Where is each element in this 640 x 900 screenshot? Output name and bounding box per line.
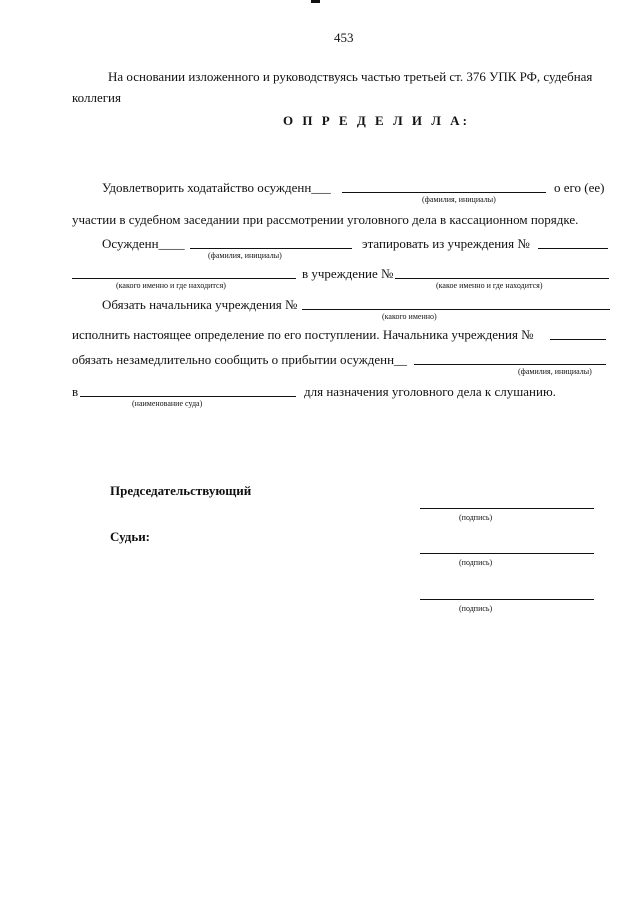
p3-text-b: исполнить настоящее определение по его поступлении. Начальника учреждения №: [72, 327, 534, 342]
p2-caption-3: (какое именно и где находится): [436, 281, 543, 290]
judge1-signature-line: [420, 553, 594, 554]
chair-signature-line: [420, 508, 594, 509]
intro-line-2: коллегия: [72, 90, 121, 105]
judge2-signature-caption: (подпись): [459, 604, 493, 613]
p1-text-a: Удовлетворить ходатайство осужденн___: [102, 180, 331, 195]
p3-name-line: [414, 364, 606, 365]
p1-caption: (фамилия, инициалы): [422, 195, 496, 204]
judge2-signature-line: [420, 599, 594, 600]
p3-court-line: [80, 396, 296, 397]
p2-text-c: в учреждение №: [302, 266, 394, 281]
page-top-mark: [311, 0, 320, 3]
p3-institution-line: [550, 339, 606, 340]
p2-from-line: [72, 278, 296, 279]
p2-text-a: Осужденн____: [102, 236, 185, 251]
page-number: 453: [334, 30, 354, 45]
p3-text-c: обязать незамедлительно сообщить о прибытии осужденн__: [72, 352, 408, 367]
p3-text-d: в: [72, 384, 79, 399]
p3-text-e: для назначения уголовного дела к слушанию.: [304, 384, 556, 399]
decision-heading: О П Р Е Д Е Л И Л А:: [283, 113, 470, 128]
p1-name-line: [342, 192, 546, 193]
p2-text-b: этапировать из учреждения №: [362, 236, 530, 251]
p2-name-line: [190, 248, 352, 249]
intro-line-1: На основании изложенного и руководствуясь частью третьей ст. 376 УПК РФ, судебная: [108, 69, 593, 84]
p3-caption-2: (фамилия, инициалы): [518, 367, 592, 376]
p3-caption-1: (какого именно): [382, 312, 437, 321]
p1-text-c: участии в судебном заседании при рассмотрении уголовного дела в кассационном порядке.: [72, 212, 579, 227]
p2-caption-2: (какого именно и где находится): [116, 281, 226, 290]
judge1-signature-caption: (подпись): [459, 558, 493, 567]
p2-to-line: [395, 278, 609, 279]
p1-text-b: о его (ее): [554, 180, 605, 195]
p3-chief-line: [302, 309, 610, 310]
judges-label: Судьи:: [110, 529, 151, 544]
p2-institution-line: [538, 248, 608, 249]
p2-caption-1: (фамилия, инициалы): [208, 251, 282, 260]
p3-text-a: Обязать начальника учреждения №: [102, 297, 298, 312]
p3-caption-3: (наименование суда): [132, 399, 203, 408]
chair-label: Председательствующий: [110, 483, 252, 498]
chair-signature-caption: (подпись): [459, 513, 493, 522]
